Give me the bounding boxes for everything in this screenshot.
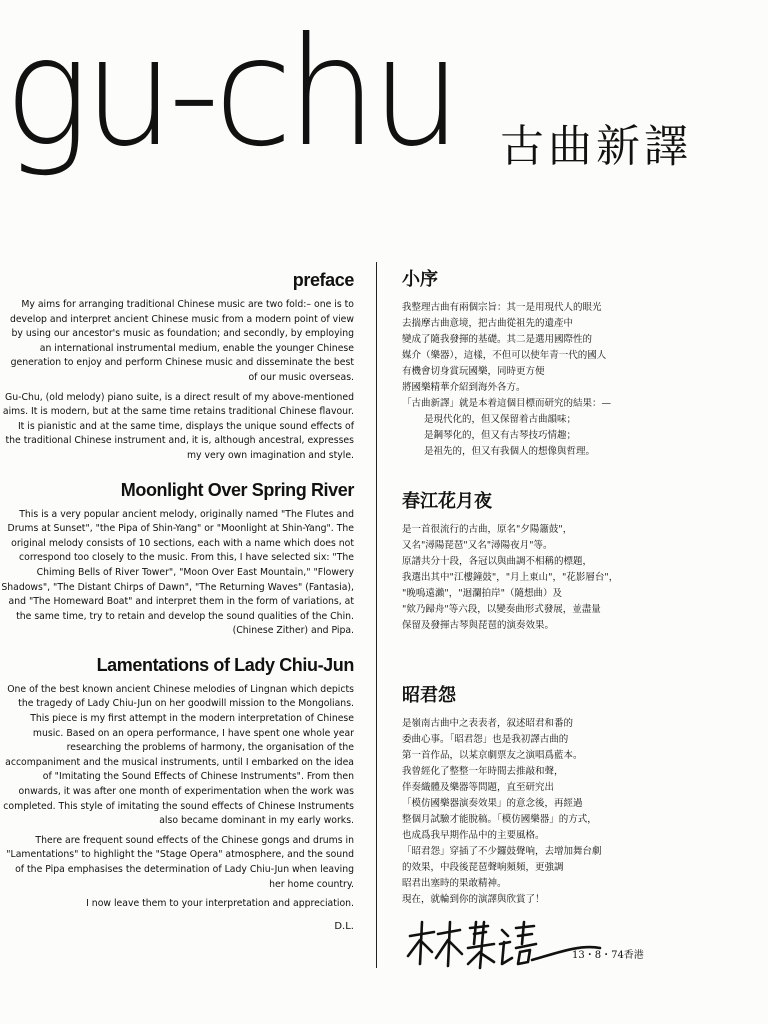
handwritten-signature [404, 914, 604, 974]
text-line: 將國樂精華介紹到海外各方。 [402, 382, 526, 393]
moonlight-heading: Moonlight Over Spring River [120, 479, 354, 500]
lamentations-paragraph: I now leave them to your interpretation and appreciation. [86, 898, 354, 910]
preface-section-cn [402, 268, 742, 460]
text-line: 我曾經化了整整一年時間去推敲和聲， [402, 766, 564, 777]
lamentations-paragraph: One of the best known ancient Chinese melodies of Lingnan which depicts the tragedy of Lady Chiu-Jun on her goodwill mission to the Mongolians. This piece is my first attempt in the modern interpretation of Chinese music. Based on an opera performance, I have spent one whole year researching the problems of harmony, the organisation of the accompaniment and the musical instruments, until I embarked on the idea of "Imitating the Sound Effects of Chinese Instruments". From then onwards, it was after one month of experimentation when the work was completed. This style of imitating the sound effects of Chinese Instruments also became dominant in my early works. [3, 683, 354, 827]
moonlight-paragraph: This is a very popular ancient melody, originally named "The Flutes and Drums at Sunset", "the Pipa of Shin-Yang" or "Moonlight at Shin-Yang". The original melody consists of 10 sections, each with a name which does not correspond too closely to the music. From this, I have selected six: "The Chiming Bells of River Tower", "Moon Over East Mountain," "Flowery Shadows", "The Distant Chirps of Dawn", "The Returning Waves" (Fantasia), and "The Homeward Boat" and interpret them in the form of variations, at the same time, try to retain and develop the sound qualities of the Chin. (Chinese Zither) and Pipa. [1, 508, 354, 637]
preface-heading-cn: 小序 [402, 269, 438, 290]
text-line: 「模仿國樂器演奏效果」的意念後，再經過 [402, 798, 583, 809]
text-line: 第一首作品，以某京劇票友之演唱爲藍本。 [402, 750, 583, 761]
text-line: 「昭君怨」穿插了不少鑼鼓聲响，去增加舞台劇 [402, 846, 602, 857]
text-line: 的效果，中段後琵琶聲响頻頻，更強調 [402, 862, 564, 873]
moonlight-section-cn [402, 490, 742, 634]
text-line: 是祖先的，但又有我個人的想像與哲理。 [424, 446, 596, 457]
chinese-column [402, 268, 742, 984]
text-line: 是嶺南古曲中之表表者，叙述昭君和番的 [402, 718, 574, 729]
text-line: 我整理古曲有兩個宗旨：其一是用現代人的眼光 [402, 302, 602, 313]
lamentations-heading: Lamentations of Lady Chiu-Jun [96, 654, 354, 675]
lamentations-paragraph: There are frequent sound effects of the Chinese gongs and drums in "Lamentations" to highlight the "Stage Opera" atmosphere, and the sound of the Pipa emphasises the determination of Lady Chiu-Jun when leaving her home country. [6, 834, 354, 890]
preface-heading: preface [292, 270, 354, 290]
preface-section-en [0, 268, 354, 464]
text-line: 是現代化的，但又保留着古曲韻味； [424, 414, 577, 425]
text-line: 變成了隨我發揮的基礎。其二是選用國際性的 [402, 334, 593, 345]
date-location: 13・8・74香港 [572, 950, 644, 961]
text-line: 是一首很流行的古曲，原名"夕陽簫鼓"， [402, 524, 573, 535]
signature-block [402, 914, 742, 984]
text-line: 委曲心事。「昭君怨」也是我初譯古曲的 [402, 734, 569, 745]
text-line: 昭君出塞時的果敢精神。 [402, 878, 507, 889]
preface-paragraph: Gu-Chu, (old melody) piano suite, is a direct result of my above-mentioned aims. It is modern, but at the same time retains traditional Chinese flavour. It is pianistic and at the same time, displays the unique sound effects of the traditional Chinese instrument and, it is, although ancestral, expresses my very own imagination and style. [2, 391, 354, 461]
preface-paragraph: My aims for arranging traditional Chinese music are two fold:– one is to develop and interpret ancient Chinese music from a modern point of view by using our ancestor's music as foundation; and secondly, by employing an international instrumental medium, enable the younger Chinese generation to enjoy and perform Chinese music and disseminate the best of our music overseas. [9, 299, 354, 383]
text-line: 現在，就輪到你的演譯與欣賞了！ [402, 894, 545, 905]
column-divider [376, 262, 377, 968]
text-line: 保留及發揮古琴與琵琶的演奏效果。 [402, 620, 555, 631]
english-column [0, 268, 354, 934]
text-line: 整個月試驗才能脫稿。「模仿國樂器」的方式， [402, 814, 597, 825]
text-line: "欸乃歸舟"等六段，以變奏曲形式發展，並盡量 [402, 604, 601, 615]
text-line: 「古曲新譯」就是本着這個目標而研究的結果：— [402, 398, 612, 409]
text-line: 伴奏織體及樂器等問題，直至研究出 [402, 782, 555, 793]
text-line: 原譜共分十段，各冠以與曲調不相稱的標題， [402, 556, 593, 567]
lamentations-section-cn [402, 684, 742, 984]
text-line: 又名"潯陽琵琶"又名"潯陽夜月"等。 [402, 540, 553, 551]
text-line: 去揣摩古曲意境，把古曲從祖先的遺產中 [402, 318, 574, 329]
text-line: 也成爲我早期作品中的主要風格。 [402, 830, 545, 841]
lamentations-section-en [0, 653, 354, 935]
text-line: "晚鳴遠瀨"，"迴瀾拍岸"（隨想曲）及 [402, 588, 562, 599]
text-line: 有機會切身賞玩國樂，同時更方便 [402, 366, 545, 377]
chinese-title: 古曲新譯 [500, 121, 692, 172]
text-line: 是鋼琴化的，但又有古琴技巧情趣； [424, 430, 577, 441]
text-line: 我選出其中"江樓鐘鼓"，"月上東山"，"花影層台"， [402, 572, 619, 583]
moonlight-heading-cn: 春江花月夜 [402, 491, 492, 512]
gu-chu-logo: gu-chu [4, 6, 457, 180]
text-line: 媒介（樂器），這樣，不但可以使年青一代的國人 [402, 350, 607, 361]
author-initials: D.L. [334, 920, 354, 932]
moonlight-section-en [0, 478, 354, 639]
lamentations-heading-cn: 昭君怨 [402, 685, 456, 706]
